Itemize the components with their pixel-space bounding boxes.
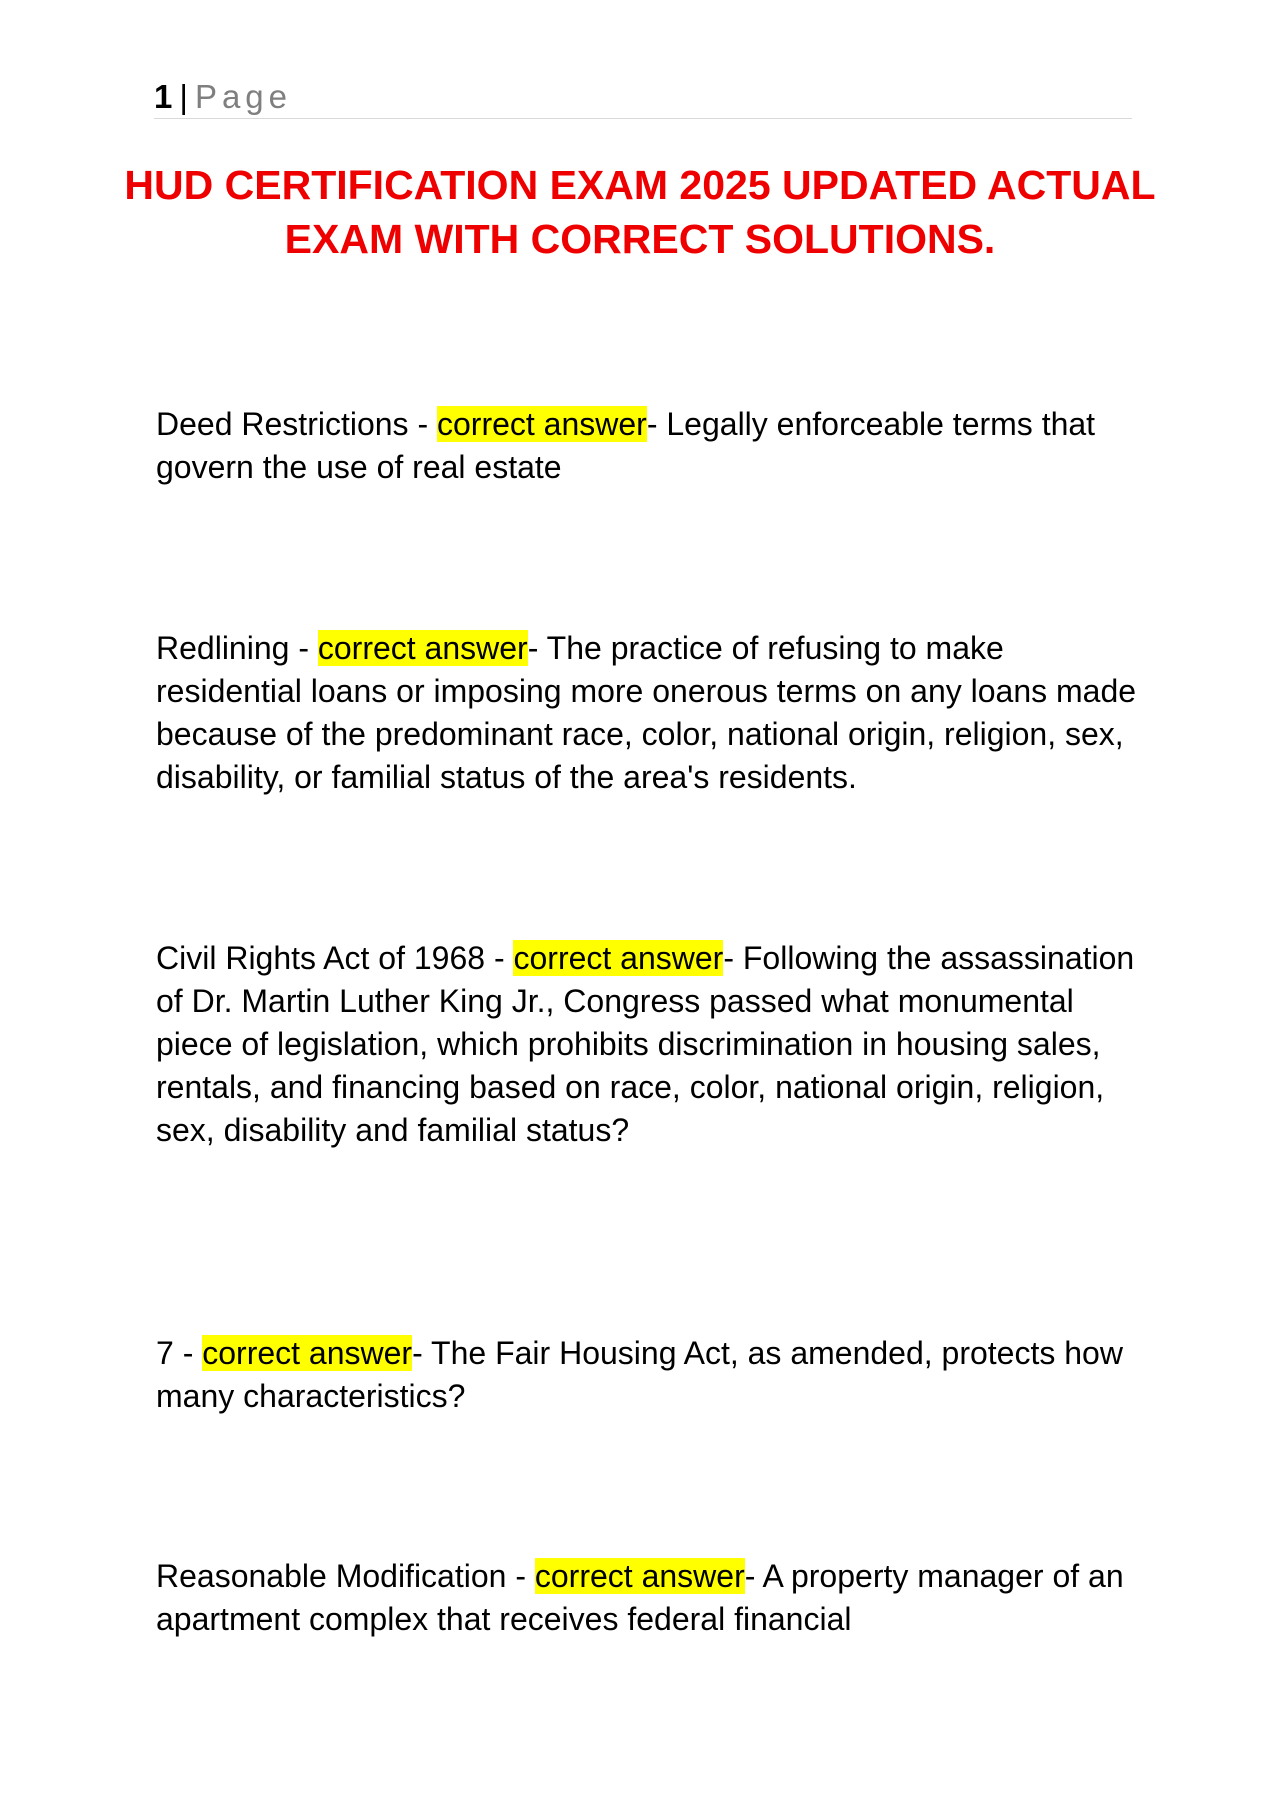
page-header (154, 76, 1132, 119)
qa-item (156, 403, 1146, 489)
correct-answer-highlight: correct answer (436, 406, 647, 442)
qa-term: Reasonable Modification - (156, 1558, 535, 1594)
page-number: 1 (154, 78, 174, 115)
correct-answer-highlight: correct answer (534, 1558, 745, 1594)
page-label: Page (194, 78, 293, 115)
qa-item (156, 627, 1146, 799)
qa-term: Civil Rights Act of 1968 - (156, 940, 514, 976)
qa-item (156, 1332, 1146, 1418)
qa-answer: - Following the assassination of Dr. Martin Luther King Jr., Congress passed what monumental piece of legislation, which prohibits discrimination in housing sales, rentals, and financing based on race, color, national origin, religion, sex, disability and familial status? (156, 940, 1135, 1148)
qa-answer: - Legally enforceable terms that govern the use of real estate (156, 406, 1096, 485)
qa-term: Redlining - (156, 630, 318, 666)
qa-term: 7 - (156, 1335, 203, 1371)
qa-answer: - The practice of refusing to make residential loans or imposing more onerous terms on any loans made because of the predominant race, color, national origin, religion, sex, disability, or familial status of the area's residents. (156, 630, 1137, 795)
correct-answer-highlight: correct answer (513, 940, 724, 976)
document-title: HUD CERTIFICATION EXAM 2025 UPDATED ACTUAL EXAM WITH CORRECT SOLUTIONS. (124, 162, 1156, 262)
qa-answer: - A property manager of an apartment complex that receives federal financial (156, 1558, 1124, 1637)
qa-term: Deed Restrictions - (156, 406, 437, 442)
qa-item (156, 937, 1146, 1152)
qa-answer: - The Fair Housing Act, as amended, protects how many characteristics? (156, 1335, 1123, 1414)
correct-answer-highlight: correct answer (317, 630, 528, 666)
correct-answer-highlight: correct answer (202, 1335, 413, 1371)
page-separator: | (179, 78, 189, 115)
qa-item (156, 1555, 1146, 1641)
